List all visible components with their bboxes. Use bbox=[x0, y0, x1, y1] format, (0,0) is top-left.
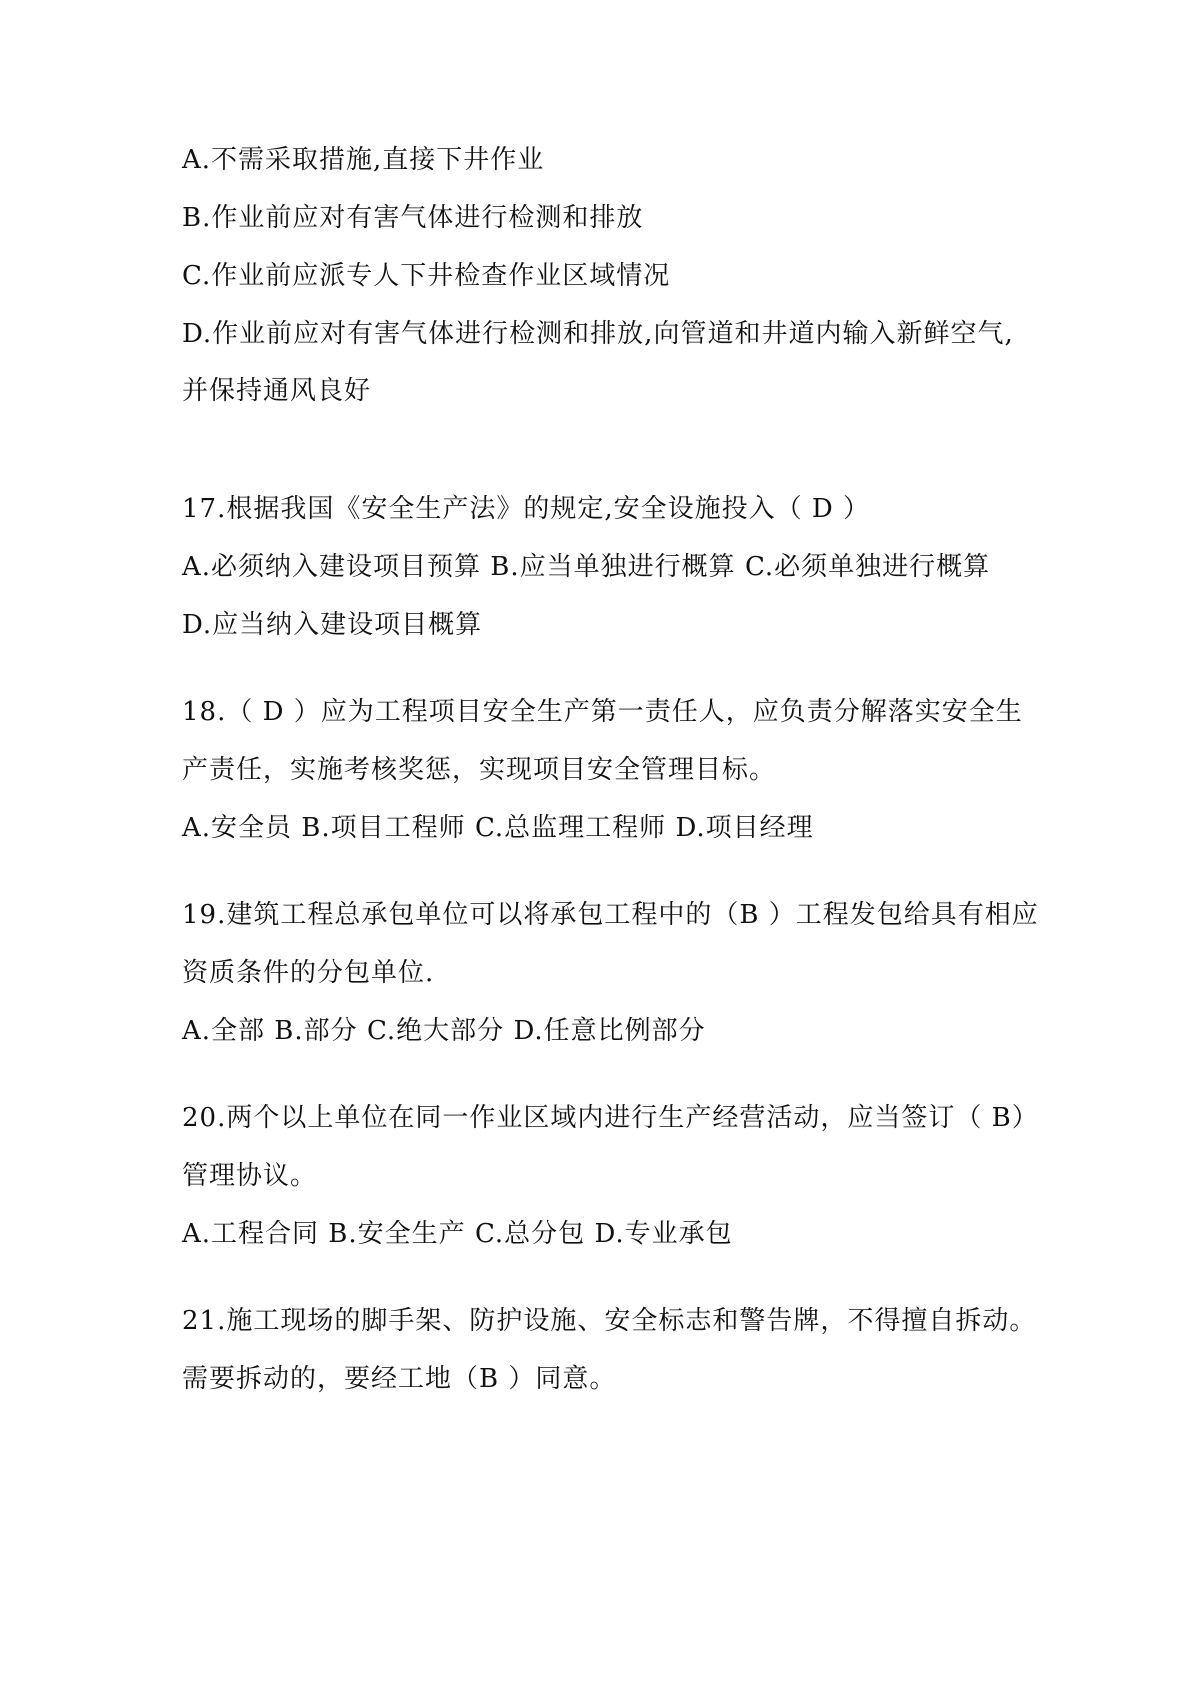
q18-options: A.安全员 B.项目工程师 C.总监理工程师 D.项目经理 bbox=[182, 813, 814, 843]
q21-question-line1: 21.施工现场的脚手架、防护设施、安全标志和警告牌，不得擅自拆动。 bbox=[182, 1306, 1037, 1336]
q17-options-line2: D.应当纳入建设项目概算 bbox=[182, 610, 483, 640]
q16-option-d-line1: D.作业前应对有害气体进行检测和排放,向管道和井道内输入新鲜空气, bbox=[182, 319, 1014, 349]
q17-question: 17.根据我国《安全生产法》的规定,安全设施投入（ D ） bbox=[182, 494, 870, 524]
q21-question-line2: 需要拆动的，要经工地（B ）同意。 bbox=[182, 1364, 617, 1394]
q16-option-b: B.作业前应对有害气体进行检测和排放 bbox=[182, 203, 644, 233]
q16-option-d-line2: 并保持通风良好 bbox=[182, 376, 372, 406]
q16-option-c: C.作业前应派专人下井检查作业区域情况 bbox=[182, 261, 671, 291]
q19-options: A.全部 B.部分 C.绝大部分 D.任意比例部分 bbox=[182, 1016, 706, 1046]
q16-option-a: A.不需采取措施,直接下井作业 bbox=[182, 145, 545, 175]
q18-question-line2: 产责任，实施考核奖惩，实现项目安全管理目标。 bbox=[182, 755, 777, 785]
q18-question-line1: 18.（ D ）应为工程项目安全生产第一责任人，应负责分解落实安全生 bbox=[182, 697, 1023, 727]
q17-options-line1: A.必须纳入建设项目预算 B.应当单独进行概算 C.必须单独进行概算 bbox=[182, 552, 991, 582]
q19-question-line1: 19.建筑工程总承包单位可以将承包工程中的（B ）工程发包给具有相应 bbox=[182, 900, 1039, 930]
q20-options: A.工程合同 B.安全生产 C.总分包 D.专业承包 bbox=[182, 1219, 733, 1249]
q19-question-line2: 资质条件的分包单位. bbox=[182, 958, 435, 988]
q20-question-line1: 20.两个以上单位在同一作业区域内进行生产经营活动，应当签订（ B） bbox=[182, 1103, 1039, 1133]
q20-question-line2: 管理协议。 bbox=[182, 1161, 318, 1191]
